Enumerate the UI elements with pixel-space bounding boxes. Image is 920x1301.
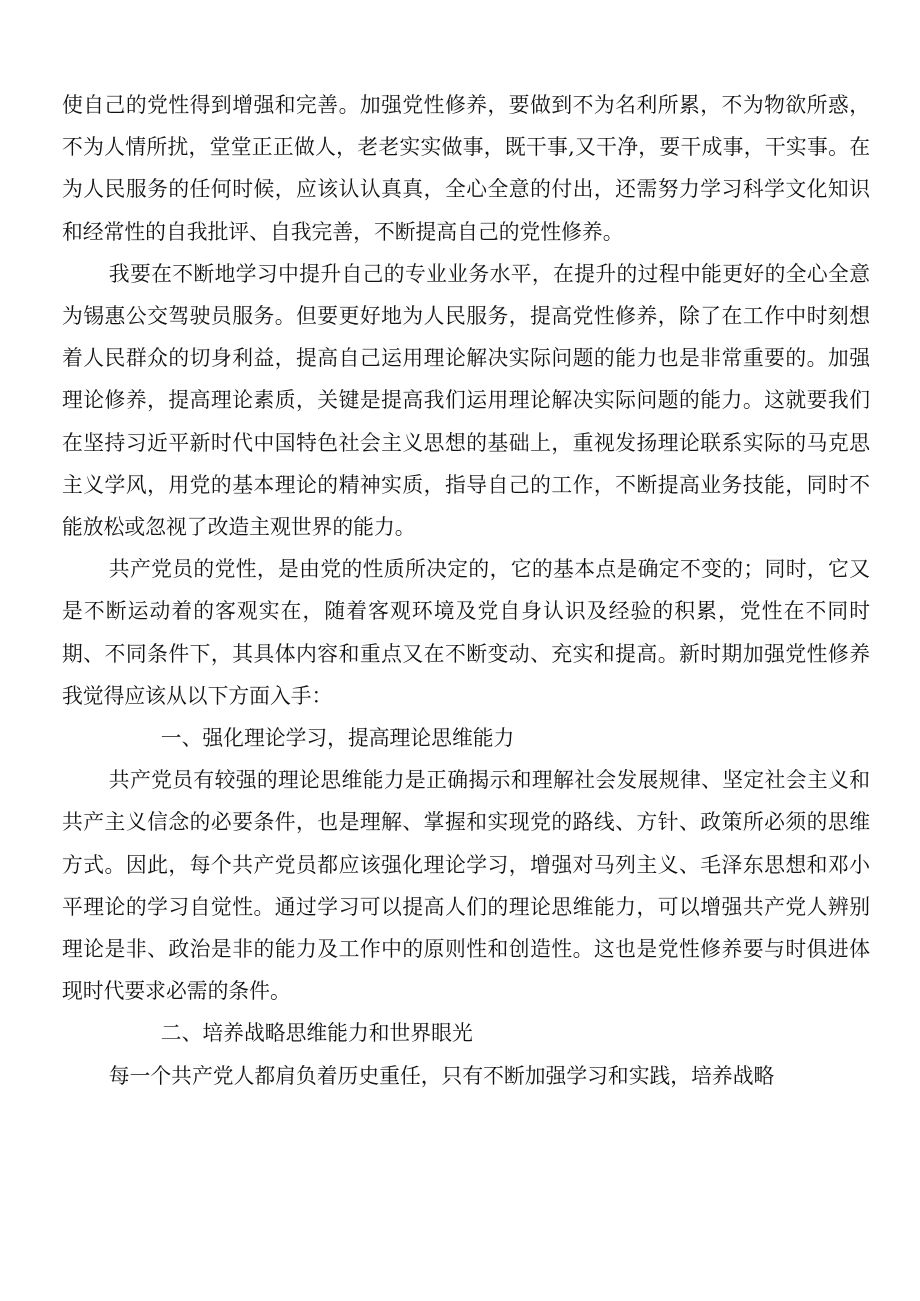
paragraph-theory-thinking: 共产党员有较强的理论思维能力是正确揭示和理解社会发展规律、坚定社会主义和共产主义信念的必要条件，也是理解、掌握和实现党的路线、方针、政策所必须的思维方式。因此，每个共产党员都应该强化理论学习，增强对马列主义、毛泽东思想和邓小平理论的学习自觉性。通过学习可以提高人们的理论思维能力，可以增强共产党人辨别理论是非、政治是非的能力及工作中的原则性和创造性。这也是党性修养要与时俱进体现时代要求必需的条件。 [62,768,870,1004]
paragraph-continuation: 使自己的党性得到增强和完善。加强党性修养，要做到不为名利所累，不为物欲所惑，不为人情所扰，堂堂正正做人，老老实实做事，既干事,又干净，要干成事，干实事。在为人民服务的任何时候，应该认认真真，全心全意的付出，还需努力学习科学文化知识和经常性的自我批评、自我完善，不断提高自己的党性修养。 [62,93,870,244]
paragraph-strategic-thinking: 每一个共产党人都肩负着历史重任，只有不断加强学习和实践，培养战略 [108,1063,775,1088]
document-page [62,84,870,1097]
paragraph-professional-skills: 我要在不断地学习中提升自己的专业业务水平，在提升的过程中能更好的全心全意为锡惠公交驾驶员服务。但要更好地为人民服务，提高党性修养，除了在工作中时刻想着人民群众的切身利益，提高自己运用理论解决实际问题的能力也是非常重要的。加强理论修养，提高理论素质，关键是提高我们运用理论解决实际问题的能力。这就要我们在坚持习近平新时代中国特色社会主义思想的基础上，重视发扬理论联系实际的马克思主义学风，用党的基本理论的精神实质，指导自己的工作，不断提高业务技能，同时不能放松或忽视了改造主观世界的能力。 [62,261,870,540]
section-heading-2: 二、培养战略思维能力和世界眼光 [160,1021,473,1046]
section-heading-1: 一、强化理论学习，提高理论思维能力 [160,726,515,751]
paragraph-party-nature: 共产党员的党性，是由党的性质所决定的，它的基本点是确定不变的；同时，它又是不断运动着的客观实在，随着客观环境及党自身认识及经验的积累，党性在不同时期、不同条件下，其具体内容和重点又在不断变动、充实和提高。新时期加强党性修养我觉得应该从以下方面入手： [62,557,870,708]
